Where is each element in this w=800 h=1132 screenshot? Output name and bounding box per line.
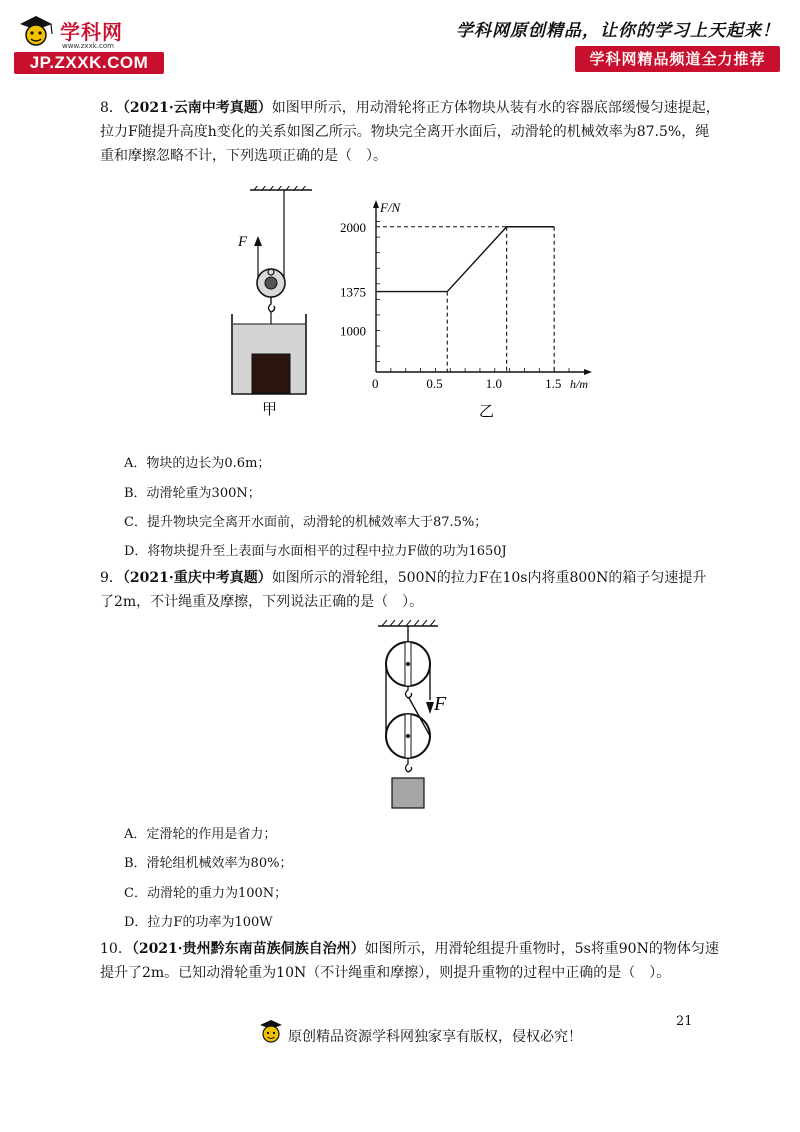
question-8-source: （2021·云南中考真题） xyxy=(122,100,272,116)
weight-box xyxy=(392,778,424,808)
question-8-option-c: C．提升物块完全离开水面前，动滑轮的机械效率大于87.5%； xyxy=(124,515,488,530)
question-8-option-b: B．动滑轮重为300N； xyxy=(124,486,261,501)
chart-y-tick-label: 1375 xyxy=(340,284,366,300)
figure-label-jia: 甲 xyxy=(262,402,278,418)
question-10-number: 10． xyxy=(100,941,132,957)
page-number: 21 xyxy=(676,1014,693,1029)
question-9-option-a: A．定滑轮的作用是省力； xyxy=(124,827,277,842)
arrow-down-icon xyxy=(426,702,434,714)
question-9-option-c: C．动滑轮的重力为100N； xyxy=(124,886,288,901)
question-9-option-d: D．拉力F的功率为100W xyxy=(124,915,273,930)
question-10-source: （2021·贵州黔东南苗族侗族自治州） xyxy=(131,941,365,957)
header-slogan: 学科网原创精品，让你的学习上天起来！ xyxy=(456,21,780,41)
question-9-option-b: B．滑轮组机械效率为80%； xyxy=(124,856,293,871)
question-10-text: 如图所示，用滑轮组提升重物时，5s将重90N的物体匀速提升了2m。已知动滑轮重为10N（不计绳重和摩擦），则提升重物的过程中正确的是（ ）。 xyxy=(100,941,719,981)
chart-x-tick-label: 0.5 xyxy=(426,376,443,391)
figure-yi-chart xyxy=(334,196,610,424)
force-label-f: F xyxy=(238,234,248,250)
arrow-up-icon xyxy=(254,236,262,246)
question-8-option-a: A．物块的边长为0.6m； xyxy=(124,456,271,471)
chart-y-tick-label: 1000 xyxy=(340,323,366,339)
question-8-number: 8． xyxy=(100,100,123,116)
chart-x-tick-label: 1.5 xyxy=(545,376,562,391)
question-8-option-d: D．将物块提升至上表面与水面相平的过程中拉力F做的功为1650J xyxy=(124,544,507,559)
site-logo[interactable] xyxy=(14,14,174,76)
question-9-number: 9． xyxy=(100,570,123,586)
logo-domain: JP.ZXXK.COM xyxy=(14,52,164,74)
copyright-notice: 原创精品资源学科网独家享有版权，侵权必究！ xyxy=(288,1029,582,1045)
question-8-stem xyxy=(100,96,720,168)
y-axis-arrow-icon xyxy=(373,200,379,208)
figure-pulley-system xyxy=(370,618,460,814)
chart-x-tick-label: 1.0 xyxy=(485,376,503,391)
logo-name: 学科网 xyxy=(60,20,123,44)
question-9-text: 如图所示的滑轮组，500N的拉力F在10s内将重800N的箱子匀速提升了2m，不计绳重及摩擦，下列说法正确的是（ ）。 xyxy=(100,570,707,610)
question-10-stem xyxy=(100,937,720,985)
hook-icon xyxy=(406,686,412,698)
chart-y-axis-label: F/N xyxy=(380,200,401,215)
hook-icon xyxy=(269,297,275,312)
question-9-source: （2021·重庆中考真题） xyxy=(122,570,272,586)
question-8-text: 如图甲所示，用动滑轮将正方体物块从装有水的容器底部缓慢匀速提起，拉力F随提升高度h变化的关系如图乙所示。物块完全离开水面后，动滑轮的机械效率为87.5%，绳重和摩擦忽略不计，下列选项正确的是（ ）。 xyxy=(100,100,720,164)
chart-series-line xyxy=(376,227,554,292)
page-header xyxy=(0,0,800,80)
logo-url: www.zxxk.com xyxy=(62,42,114,50)
question-9-stem xyxy=(100,566,720,614)
chart-x-axis-label: h/m xyxy=(570,377,588,391)
figure-label-yi: 乙 xyxy=(479,404,495,420)
cube-block xyxy=(252,354,290,393)
header-tagline: 学科网精品频道全力推荐 xyxy=(575,46,780,72)
chart-x-tick-label: 0 xyxy=(372,376,379,391)
figure-jia-pulley xyxy=(226,186,312,418)
chart-y-tick-label: 2000 xyxy=(340,219,366,235)
mascot-icon xyxy=(14,14,58,50)
mascot-icon xyxy=(258,1018,284,1046)
force-label-f: F xyxy=(434,693,447,715)
x-axis-arrow-icon xyxy=(584,369,592,375)
